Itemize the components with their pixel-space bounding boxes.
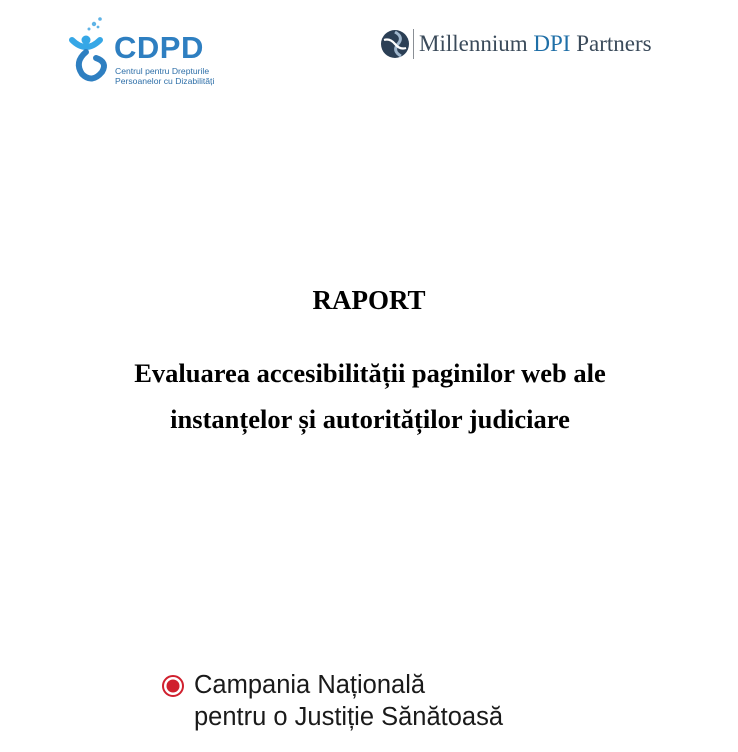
campaign-name-line1: Campania Națională (194, 671, 426, 699)
millennium-name-dpi: DPI (533, 31, 571, 56)
millennium-wordmark (419, 32, 652, 55)
report-subtitle (60, 350, 680, 442)
millennium-dpi-logo (380, 28, 680, 64)
cdpd-logo (68, 10, 238, 90)
millennium-name-part3: Partners (570, 31, 652, 56)
cdpd-person-icon (68, 10, 118, 86)
cdpd-subtitle (115, 66, 214, 86)
campaign-dot-icon (162, 675, 184, 697)
report-subtitle-line1: Evaluarea accesibilității paginilor web ale (134, 358, 606, 388)
cdpd-wordmark: CDPD (114, 30, 204, 65)
report-title: RAPORT (312, 285, 426, 315)
campaign-logo (162, 673, 602, 743)
campaign-name-line2: pentru o Justiție Sănătoasă (194, 703, 504, 731)
cdpd-subtitle-line1: Centrul pentru Drepturile (115, 66, 210, 76)
report-subtitle-line2: instanțelor și autorităților judiciare (170, 404, 570, 434)
millennium-name-part1: Millennium (419, 31, 534, 56)
cdpd-subtitle-line2: Persoanelor cu Dizabilități (115, 76, 215, 86)
logo-divider (413, 29, 414, 59)
millennium-swirl-icon (380, 29, 410, 59)
